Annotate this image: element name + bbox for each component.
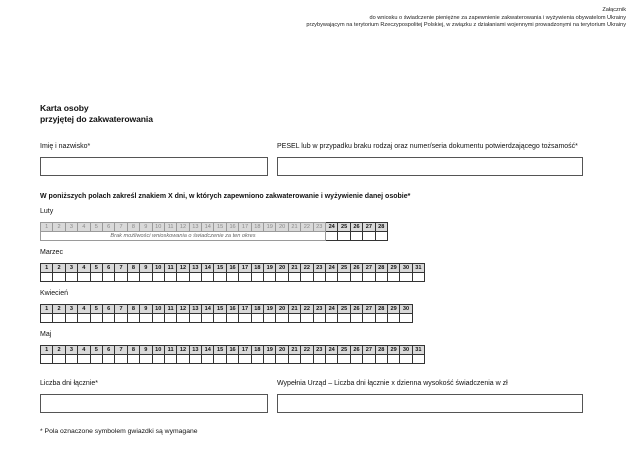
day-number: 28: [375, 305, 387, 314]
day-number: 8: [127, 264, 139, 273]
day-number: 9: [140, 264, 152, 273]
attachment-label: Załącznik: [602, 7, 626, 13]
day-number: 26: [350, 223, 362, 232]
day-checkbox[interactable]: [127, 355, 139, 364]
day-number: 7: [115, 305, 127, 314]
day-checkbox[interactable]: [90, 273, 102, 282]
day-number: 10: [152, 346, 164, 355]
day-number: 26: [350, 346, 362, 355]
day-checkbox[interactable]: [140, 314, 152, 323]
day-checkbox[interactable]: [325, 314, 337, 323]
required-footnote: * Pola oznaczone symbolem gwiazdki są wymagane: [40, 428, 198, 435]
day-number: 19: [264, 305, 276, 314]
day-number: 25: [338, 223, 350, 232]
day-number: 8: [127, 305, 139, 314]
name-field[interactable]: [40, 157, 268, 176]
day-checkbox[interactable]: [177, 355, 189, 364]
day-checkbox[interactable]: [400, 355, 412, 364]
day-number: 4: [78, 305, 90, 314]
day-number: 9: [140, 346, 152, 355]
day-number: 13: [189, 264, 201, 273]
month-label-mar: Marzec: [40, 249, 63, 256]
day-checkbox[interactable]: [375, 232, 387, 241]
day-number: 22: [301, 305, 313, 314]
day-number: 17: [239, 264, 251, 273]
day-checkbox[interactable]: [363, 355, 375, 364]
day-number: 24: [325, 305, 337, 314]
form-title: [40, 103, 153, 125]
day-checkbox[interactable]: [264, 355, 276, 364]
day-number: 15: [214, 223, 226, 232]
day-checkbox[interactable]: [288, 355, 300, 364]
day-checkbox[interactable]: [177, 273, 189, 282]
day-checkbox[interactable]: [214, 314, 226, 323]
day-number: 7: [115, 346, 127, 355]
day-checkbox[interactable]: [400, 273, 412, 282]
day-checkbox[interactable]: [78, 314, 90, 323]
day-number: 21: [288, 264, 300, 273]
day-number: 5: [90, 346, 102, 355]
day-checkbox[interactable]: [276, 355, 288, 364]
day-checkbox[interactable]: [350, 355, 362, 364]
day-number: 24: [325, 223, 337, 232]
day-checkbox[interactable]: [78, 273, 90, 282]
day-number: 28: [375, 346, 387, 355]
day-number: 19: [264, 346, 276, 355]
day-checkbox[interactable]: [102, 273, 114, 282]
day-checkbox[interactable]: [338, 232, 350, 241]
day-number: 17: [239, 305, 251, 314]
attachment-header: [306, 7, 626, 30]
day-checkbox[interactable]: [412, 355, 424, 364]
day-number: 17: [239, 223, 251, 232]
day-number: 26: [350, 264, 362, 273]
day-number: 14: [202, 305, 214, 314]
day-number: 28: [375, 223, 387, 232]
office-label: Wypełnia Urząd – Liczba dni łącznie x dzienna wysokość świadczenia w zł: [277, 380, 508, 387]
day-checkbox[interactable]: [338, 273, 350, 282]
day-number: 19: [264, 264, 276, 273]
days-total-label: Liczba dni łącznie*: [40, 380, 98, 387]
day-number: 29: [387, 264, 399, 273]
day-number: 18: [251, 223, 263, 232]
day-number: 27: [363, 346, 375, 355]
day-number: 21: [288, 305, 300, 314]
day-checkbox[interactable]: [152, 355, 164, 364]
day-number: 16: [226, 346, 238, 355]
day-number: 2: [53, 223, 65, 232]
day-number: 16: [226, 223, 238, 232]
day-checkbox[interactable]: [78, 355, 90, 364]
day-number: 30: [400, 264, 412, 273]
day-checkbox[interactable]: [115, 273, 127, 282]
day-checkbox[interactable]: [276, 273, 288, 282]
day-checkbox[interactable]: [189, 314, 201, 323]
day-number: 10: [152, 305, 164, 314]
day-checkbox[interactable]: [301, 273, 313, 282]
day-number: 24: [325, 264, 337, 273]
day-checkbox[interactable]: [400, 314, 412, 323]
day-number: 4: [78, 264, 90, 273]
day-number: 12: [177, 264, 189, 273]
day-checkbox[interactable]: [164, 314, 176, 323]
pesel-label: PESEL lub w przypadku braku rodzaj oraz numer/seria dokumentu potwierdzającego tożsamość*: [277, 143, 578, 150]
day-checkbox[interactable]: [264, 273, 276, 282]
day-number: 23: [313, 305, 325, 314]
day-checkbox[interactable]: [363, 314, 375, 323]
day-number: 14: [202, 264, 214, 273]
day-number: 29: [387, 305, 399, 314]
day-number: 20: [276, 223, 288, 232]
day-checkbox[interactable]: [288, 314, 300, 323]
day-number: 6: [102, 305, 114, 314]
month-label-apr: Kwiecień: [40, 290, 69, 297]
day-checkbox[interactable]: [164, 355, 176, 364]
day-number: 18: [251, 264, 263, 273]
day-number: 27: [363, 264, 375, 273]
day-number: 24: [325, 346, 337, 355]
day-checkbox[interactable]: [301, 314, 313, 323]
day-checkbox[interactable]: [226, 273, 238, 282]
day-number: 27: [363, 223, 375, 232]
day-checkbox[interactable]: [301, 355, 313, 364]
day-number: 6: [102, 223, 114, 232]
day-checkbox[interactable]: [127, 273, 139, 282]
day-checkbox[interactable]: [152, 273, 164, 282]
day-number: 22: [301, 346, 313, 355]
day-number: 30: [400, 346, 412, 355]
day-checkbox[interactable]: [214, 355, 226, 364]
day-number: 7: [115, 264, 127, 273]
attachment-line-2: przybywającym na terytorium Rzeczypospolitej Polskiej, w związku z działaniami wojennymi prowadzonymi na terytorium Ukrainy: [306, 22, 626, 29]
day-number: 22: [301, 223, 313, 232]
day-number: 4: [78, 223, 90, 232]
day-number: 7: [115, 223, 127, 232]
day-number: 31: [412, 264, 424, 273]
office-field[interactable]: [277, 394, 583, 413]
day-checkbox[interactable]: [65, 355, 77, 364]
day-checkbox[interactable]: [375, 273, 387, 282]
day-checkbox[interactable]: [239, 273, 251, 282]
day-checkbox[interactable]: [214, 273, 226, 282]
day-checkbox[interactable]: [387, 273, 399, 282]
day-number: 18: [251, 305, 263, 314]
day-number: 17: [239, 346, 251, 355]
day-checkbox[interactable]: [177, 314, 189, 323]
day-number: 8: [127, 346, 139, 355]
day-number: 20: [276, 305, 288, 314]
day-number: 25: [338, 305, 350, 314]
day-checkbox[interactable]: [239, 355, 251, 364]
form-title-line-2: przyjętej do zakwaterowania: [40, 114, 153, 124]
day-number: 2: [53, 346, 65, 355]
day-number: 31: [412, 346, 424, 355]
day-number: 5: [90, 264, 102, 273]
day-checkbox[interactable]: [350, 314, 362, 323]
day-checkbox[interactable]: [325, 273, 337, 282]
day-number: 14: [202, 223, 214, 232]
day-number: 3: [65, 223, 77, 232]
day-number: 2: [53, 305, 65, 314]
day-number: 1: [41, 223, 53, 232]
day-number: 6: [102, 264, 114, 273]
day-checkbox[interactable]: [202, 273, 214, 282]
day-number: 27: [363, 305, 375, 314]
day-checkbox[interactable]: [251, 273, 263, 282]
day-checkbox[interactable]: [264, 314, 276, 323]
day-number: 3: [65, 305, 77, 314]
day-checkbox[interactable]: [412, 273, 424, 282]
day-number: 15: [214, 305, 226, 314]
day-checkbox[interactable]: [313, 314, 325, 323]
day-checkbox[interactable]: [276, 314, 288, 323]
month-label-may: Maj: [40, 331, 52, 338]
day-checkbox[interactable]: [226, 355, 238, 364]
day-number: 23: [313, 346, 325, 355]
day-number: 15: [214, 264, 226, 273]
day-checkbox[interactable]: [140, 273, 152, 282]
day-number: 2: [53, 264, 65, 273]
day-checkbox[interactable]: [53, 314, 65, 323]
day-number: 30: [400, 305, 412, 314]
day-checkbox[interactable]: [350, 273, 362, 282]
day-number: 16: [226, 305, 238, 314]
calendar-grid-apr: [40, 304, 413, 323]
day-checkbox[interactable]: [313, 355, 325, 364]
day-checkbox[interactable]: [102, 355, 114, 364]
day-checkbox[interactable]: [140, 355, 152, 364]
day-checkbox[interactable]: [375, 355, 387, 364]
day-number: 1: [41, 264, 53, 273]
day-number: 1: [41, 305, 53, 314]
day-number: 9: [140, 305, 152, 314]
day-number: 12: [177, 305, 189, 314]
day-number: 25: [338, 264, 350, 273]
day-checkbox[interactable]: [325, 355, 337, 364]
day-number: 19: [264, 223, 276, 232]
day-checkbox[interactable]: [363, 232, 375, 241]
day-number: 13: [189, 305, 201, 314]
day-number: 10: [152, 264, 164, 273]
day-number: 11: [164, 346, 176, 355]
day-checkbox[interactable]: [127, 314, 139, 323]
day-number: 20: [276, 264, 288, 273]
day-checkbox[interactable]: [189, 273, 201, 282]
day-checkbox[interactable]: [102, 314, 114, 323]
calendar-grid-may: [40, 345, 425, 364]
day-number: 23: [313, 223, 325, 232]
day-number: 5: [90, 223, 102, 232]
day-number: 9: [140, 223, 152, 232]
day-checkbox[interactable]: [288, 273, 300, 282]
day-number: 6: [102, 346, 114, 355]
day-number: 5: [90, 305, 102, 314]
day-number: 12: [177, 346, 189, 355]
day-checkbox[interactable]: [226, 314, 238, 323]
day-checkbox[interactable]: [313, 273, 325, 282]
day-number: 16: [226, 264, 238, 273]
day-checkbox[interactable]: [53, 273, 65, 282]
day-checkbox[interactable]: [350, 232, 362, 241]
day-number: 11: [164, 264, 176, 273]
day-number: 4: [78, 346, 90, 355]
form-title-line-1: Karta osoby: [40, 103, 89, 113]
day-number: 26: [350, 305, 362, 314]
day-checkbox[interactable]: [251, 355, 263, 364]
day-number: 11: [164, 223, 176, 232]
day-checkbox[interactable]: [41, 355, 53, 364]
day-number: 3: [65, 346, 77, 355]
day-number: 10: [152, 223, 164, 232]
day-checkbox[interactable]: [189, 355, 201, 364]
month-label-feb: Luty: [40, 208, 54, 215]
day-number: 20: [276, 346, 288, 355]
day-number: 11: [164, 305, 176, 314]
day-checkbox[interactable]: [202, 355, 214, 364]
day-number: 25: [338, 346, 350, 355]
day-checkbox[interactable]: [115, 314, 127, 323]
day-checkbox[interactable]: [90, 314, 102, 323]
day-checkbox[interactable]: [363, 273, 375, 282]
disabled-period-note: Brak możliwości wnioskowania o świadczenie za ten okres: [41, 232, 326, 241]
day-checkbox[interactable]: [164, 273, 176, 282]
day-number: 21: [288, 223, 300, 232]
days-total-field[interactable]: [40, 394, 268, 413]
day-number: 29: [387, 346, 399, 355]
day-number: 8: [127, 223, 139, 232]
calendar-grid-mar: [40, 263, 425, 282]
day-checkbox[interactable]: [53, 355, 65, 364]
instruction-text: W poniższych polach zakreśl znakiem X dni, w których zapewniono zakwaterowanie i wyżywienie danej osobie*: [40, 193, 411, 200]
attachment-line-1: do wniosku o świadczenie pieniężne za zapewnienie zakwaterowania i wyżywienia obywatelom Ukrainy: [369, 14, 626, 21]
day-number: 12: [177, 223, 189, 232]
pesel-field[interactable]: [277, 157, 583, 176]
day-checkbox[interactable]: [202, 314, 214, 323]
day-number: 23: [313, 264, 325, 273]
day-checkbox[interactable]: [239, 314, 251, 323]
day-checkbox[interactable]: [338, 355, 350, 364]
day-checkbox[interactable]: [338, 314, 350, 323]
day-checkbox[interactable]: [387, 355, 399, 364]
day-checkbox[interactable]: [325, 232, 337, 241]
day-checkbox[interactable]: [251, 314, 263, 323]
day-number: 13: [189, 223, 201, 232]
day-number: 21: [288, 346, 300, 355]
day-checkbox[interactable]: [90, 355, 102, 364]
day-checkbox[interactable]: [115, 355, 127, 364]
day-number: 18: [251, 346, 263, 355]
day-checkbox[interactable]: [41, 314, 53, 323]
day-number: 13: [189, 346, 201, 355]
day-number: 28: [375, 264, 387, 273]
day-number: 14: [202, 346, 214, 355]
day-number: 15: [214, 346, 226, 355]
day-number: 1: [41, 346, 53, 355]
day-checkbox[interactable]: [375, 314, 387, 323]
day-number: 3: [65, 264, 77, 273]
name-label: Imię i nazwisko*: [40, 143, 91, 150]
day-checkbox[interactable]: [152, 314, 164, 323]
day-number: 22: [301, 264, 313, 273]
day-checkbox[interactable]: [65, 314, 77, 323]
day-checkbox[interactable]: [41, 273, 53, 282]
day-checkbox[interactable]: [387, 314, 399, 323]
day-checkbox[interactable]: [65, 273, 77, 282]
calendar-grid-feb: [40, 222, 388, 241]
